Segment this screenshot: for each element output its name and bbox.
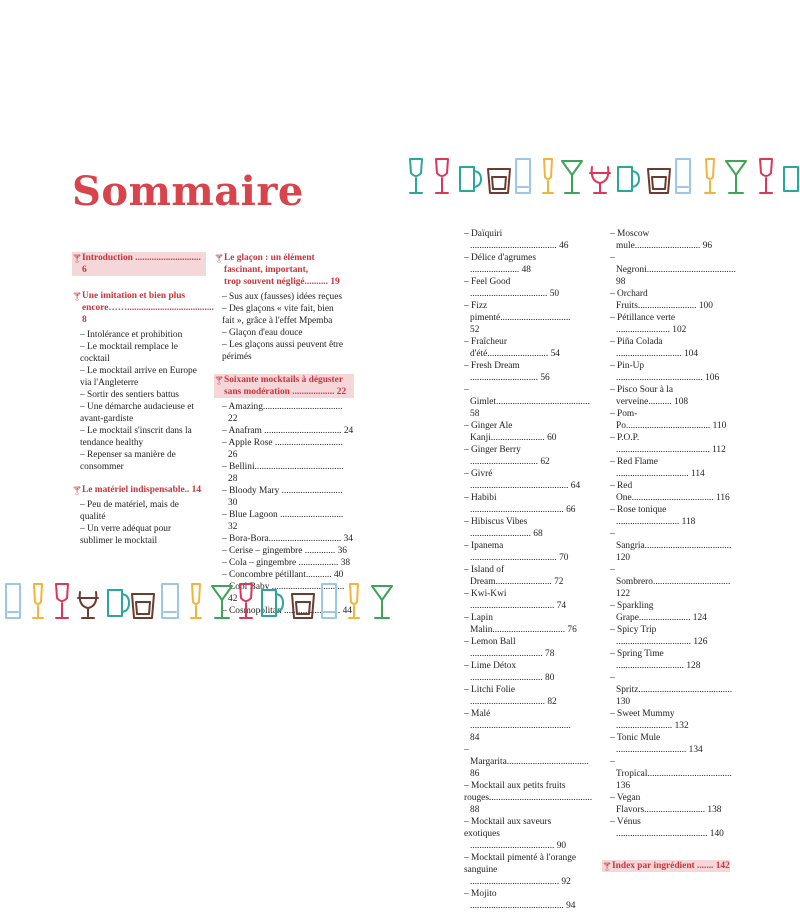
toc-subitem[interactable]: – Ipanema ..................................... 70 [464, 541, 569, 563]
toc-subitems-glacon [214, 291, 354, 363]
toc-subitem[interactable]: – Les glaçons aussi peuvent être [222, 340, 344, 350]
toc-subitem[interactable]: sanguine ...................................... 92 [464, 865, 571, 887]
toc-subitems-materiel [72, 499, 206, 547]
glasses-decoration-top [404, 155, 800, 199]
toc-subitem[interactable]: – P.O.P. ........................................ 112 [610, 433, 726, 455]
toc-section-soixante-mocktails[interactable]: 🍸︎ Soixante mocktails à déguster sans modération .................. 22 [214, 374, 354, 398]
toc-subitem[interactable]: via l'Angleterre [80, 378, 139, 388]
glasses-row-icon [0, 578, 400, 624]
toc-subitem[interactable]: – Sangria..................................... 120 [610, 529, 732, 563]
toc-subitem[interactable]: – Mocktail aux saveurs [464, 817, 552, 827]
toc-subitem[interactable]: – Amazing.................................. 22 [222, 402, 343, 424]
toc-subitem[interactable]: – Pin-Up ..................................... 106 [610, 361, 720, 383]
toc-subitem[interactable]: – Le mocktail arrive en Europe [80, 366, 197, 376]
toc-subitem[interactable]: – Margarita................................... 86 [464, 745, 589, 779]
toc-subitem[interactable]: – Spring Time ............................. 128 [610, 649, 701, 671]
toc-subitem[interactable]: – Vegan Flavors.......................... 138 [610, 793, 722, 815]
toc-subitem[interactable]: – Fraîcheur d'été.......................... 54 [464, 337, 560, 359]
toc-subitem[interactable]: – Malé ........................................... 84 [464, 709, 571, 743]
toc-subitem[interactable]: – Le mocktail remplace le [80, 342, 178, 352]
cocktail-glass-icon: 🍸︎ [72, 254, 83, 263]
toc-subitem[interactable]: – Kwi-Kwi .................................... 74 [464, 589, 567, 611]
toc-subitem[interactable]: – Hibiscus Vibes .......................... 68 [464, 517, 543, 539]
page-title: Sommaire [72, 168, 304, 215]
toc-subitem[interactable]: – Lapin Malin............................... 76 [464, 613, 577, 635]
toc-subitem[interactable]: – Pétillance verte ....................... 102 [610, 313, 687, 335]
toc-section-index[interactable]: 🍸︎ Index par ingrédient ....... 142 [602, 861, 730, 871]
toc-subitem[interactable]: – Apple Rose ............................. 26 [222, 438, 343, 460]
toc-column-1 [72, 252, 214, 547]
toc-subitem[interactable]: – Island of Dream........................ 72 [464, 565, 564, 587]
toc-subitem[interactable]: périmés [222, 352, 252, 362]
toc-subitem[interactable]: – Habibi ........................................ 66 [464, 493, 576, 515]
toc-subitem[interactable]: – Rose tonique ........................... 118 [610, 505, 696, 527]
toc-subitem[interactable]: – Bloody Mary .......................... 30 [222, 486, 343, 508]
toc-subitem[interactable]: – Red One................................... 116 [610, 481, 730, 503]
toc-subitem[interactable]: exotiques .................................... 90 [464, 829, 567, 851]
toc-subitem[interactable]: – Peu de matériel, mais de [80, 500, 179, 510]
toc-subitem[interactable]: – Fizz pimenté.............................. 52 [464, 301, 571, 335]
toc-subitem[interactable]: – Negroni...................................... 98 [610, 253, 736, 287]
toc-subitem[interactable]: – Cerise – gingembre ............. 36 [222, 546, 347, 556]
toc-column-2 [214, 252, 354, 617]
toc-subitem[interactable]: – Orchard Fruits......................... 100 [610, 289, 713, 311]
cocktail-glass-icon: 🍸︎ [72, 486, 83, 495]
toc-subitem[interactable]: – Concombre pétillant........... 40 [222, 570, 344, 580]
toc-subitem[interactable]: – Sus aux (fausses) idées reçues [222, 292, 343, 302]
toc-subitem[interactable]: – Ginger Ale Kanji....................... 60 [464, 421, 557, 443]
toc-subitem[interactable]: – Cosmopolitan ........................ 44 [222, 606, 352, 616]
toc-subitem[interactable]: – Repenser sa manière de [80, 450, 176, 460]
toc-subitem[interactable]: – Givré .......................................... 64 [464, 469, 581, 491]
toc-subitem[interactable]: fait », grâce à l'effet Mpemba [222, 316, 333, 326]
toc-subitem[interactable]: – Une démarche audacieuse et [80, 402, 195, 412]
toc-subitem[interactable]: – Feel Good ................................. 50 [464, 277, 560, 299]
cocktail-glass-icon: 🍸︎ [602, 862, 613, 871]
toc-subitem[interactable]: – Des glaçons « vite fait, bien [222, 304, 334, 314]
toc-subitem[interactable]: – Sortir des sentiers battus [80, 390, 179, 400]
toc-subitem[interactable]: – Cool Baby ............................... 42 [222, 582, 345, 604]
toc-subitem[interactable]: – Spicy Trip ................................ 126 [610, 625, 708, 647]
toc-subitem[interactable]: avant-gardiste [80, 414, 134, 424]
toc-subitem[interactable]: – Glaçon d'eau douce [222, 328, 303, 338]
toc-subitem[interactable]: – Bellini...................................... 28 [222, 462, 344, 484]
toc-subitem[interactable]: – Mocktail aux petits fruits [464, 781, 566, 791]
toc-subitem[interactable]: – Tonic Mule .............................. 134 [610, 733, 703, 755]
toc-subitem[interactable]: – Blue Lagoon ........................... 32 [222, 510, 344, 532]
cocktail-glass-icon: 🍸︎ [214, 376, 225, 385]
glasses-decoration-bottom [0, 578, 400, 624]
toc-subitem[interactable]: – Anafram ................................. 24 [222, 426, 354, 436]
toc-section-glacon[interactable]: 🍸︎ Le glaçon : un élément fascinant, important, trop souvent négligé.......... 19 [214, 253, 340, 287]
toc-section-introduction[interactable]: 🍸︎ Introduction ............................ 6 [72, 252, 206, 276]
glasses-row-icon [404, 155, 800, 199]
toc-subitem[interactable]: – Red Flame ............................... 114 [610, 457, 705, 479]
toc-subitem[interactable]: – Moscow mule............................ 96 [610, 229, 713, 251]
toc-subitem[interactable]: – Bora-Bora............................... 34 [222, 534, 353, 544]
toc-subitem[interactable]: – Litchi Folie ................................ 82 [464, 685, 557, 707]
toc-subitem[interactable]: cocktail [80, 354, 110, 364]
toc-subitem[interactable]: – Cola – gingembre ................. 38 [222, 558, 351, 568]
toc-subitem[interactable]: – Tropical.................................... 136 [610, 757, 732, 791]
toc-subitem[interactable]: consommer [80, 462, 124, 472]
toc-subitem[interactable]: – Pom-Po.................................... 110 [610, 409, 727, 431]
toc-column-4 [602, 228, 736, 875]
toc-section-materiel[interactable]: 🍸︎ Le matériel indispensable.. 14 [72, 485, 202, 495]
toc-subitem[interactable]: – Un verre adéquat pour [80, 524, 172, 534]
toc-subitem[interactable]: – Lemon Ball ............................... 78 [464, 637, 555, 659]
toc-subitem[interactable]: rouges............................................ 88 [464, 793, 593, 815]
toc-subitem[interactable]: – Piña Colada ............................ 104 [610, 337, 699, 359]
toc-subitem[interactable]: – Fresh Dream ............................. 56 [464, 361, 550, 383]
toc-section-imitation[interactable]: 🍸︎ Une imitation et bien plus encore……..................................... 8 [72, 291, 214, 325]
cocktail-glass-icon: 🍸︎ [72, 292, 83, 301]
toc-column-3 [456, 228, 593, 912]
toc-subitem[interactable]: – Le mocktail s'inscrit dans la [80, 426, 192, 436]
toc-subitem[interactable]: sublimer le mocktail [80, 536, 158, 546]
toc-subitem[interactable]: – Sparkling Grape...................... 124 [610, 601, 707, 623]
toc-subitem[interactable]: – Pisco Sour à la verveine.......... 108 [610, 385, 689, 407]
toc-subitem[interactable]: – Mocktail pimenté à l'orange [464, 853, 577, 863]
toc-subitem[interactable]: – Mojito ........................................ 94 [464, 889, 576, 911]
toc-subitem[interactable]: tendance healthy [80, 438, 144, 448]
toc-subitem[interactable]: – Gimlet........................................ 58 [464, 385, 590, 419]
toc-subitem[interactable]: – Ginger Berry ............................. 62 [464, 445, 550, 467]
toc-subitem[interactable]: – Délice d'agrumes ..................... 48 [464, 253, 536, 275]
toc-subitem[interactable]: – Spritz........................................ 130 [610, 673, 733, 707]
toc-subitem[interactable]: – Sombrero................................. 122 [610, 565, 731, 599]
toc-subitem[interactable]: – Vénus ....................................... 140 [610, 817, 724, 839]
toc-subitem[interactable]: – Sweet Mummy ........................ 132 [610, 709, 689, 731]
toc-subitems-imitation [72, 329, 206, 473]
cocktail-glass-icon: 🍸︎ [214, 254, 225, 263]
toc-subitem[interactable]: – Intolérance et prohibition [80, 330, 183, 340]
toc-subitem[interactable]: – Lime Détox ............................... 80 [464, 661, 555, 683]
toc-subitem[interactable]: qualité [80, 512, 106, 522]
toc-subitem[interactable]: – Daïquiri ..................................... 46 [464, 229, 569, 251]
